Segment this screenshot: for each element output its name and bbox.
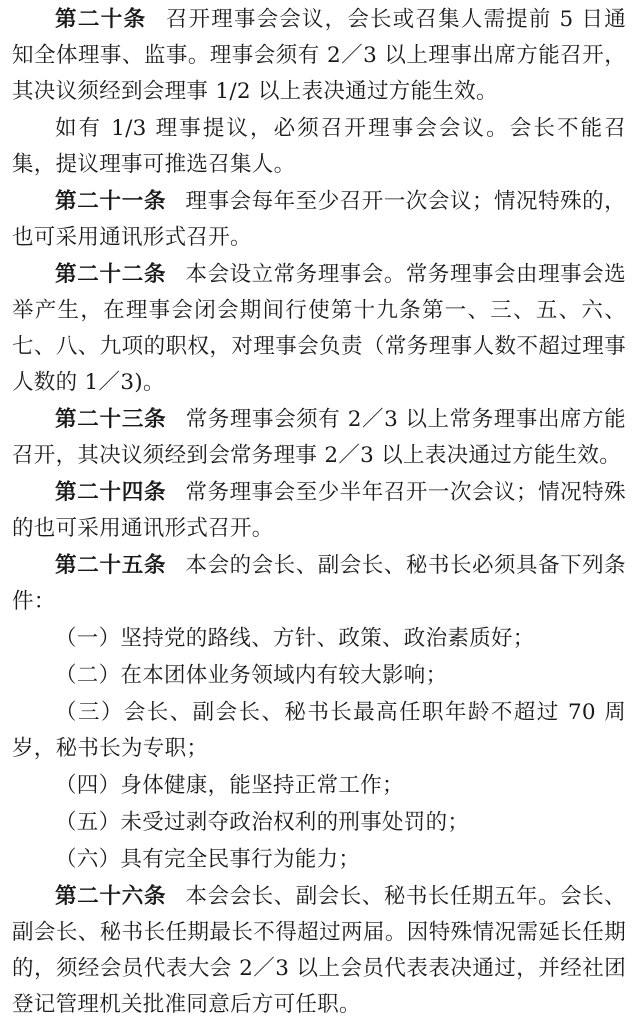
article-number: 第二十一条 <box>55 189 167 214</box>
article-number: 第二十四条 <box>55 480 167 505</box>
article-24 <box>12 475 626 547</box>
condition-item-3: （三）会长、副会长、秘书长最高任职年龄不超过 70 周岁，秘书长为专职； <box>12 700 626 761</box>
condition-item-2: （二）在本团体业务领域内有较大影响； <box>55 663 448 688</box>
article-number: 第二十条 <box>55 7 147 32</box>
article-20-paragraph-2 <box>12 111 626 183</box>
condition-item-1: （一）坚持党的路线、方针、政策、政治素质好； <box>55 626 535 651</box>
article-text: 如有 1/3 理事提议，必须召开理事会会议。会长不能召集，提议理事可推选召集人。 <box>12 116 626 177</box>
article-number: 第二十三条 <box>55 407 167 432</box>
article-text: 召开理事会会议，会长或召集人需提前 5 日通知全体理事、监事。理事会须有 2／3 以上理事出席方能召开，其决议须经到会理事 1/2 以上表决通过方能生效。 <box>12 7 626 104</box>
article-26 <box>12 879 626 1023</box>
condition-item-5: （五）未受过剥夺政治权利的刑事处罚的； <box>55 810 470 835</box>
article-21 <box>12 184 626 256</box>
condition-item-4: （四）身体健康，能坚持正常工作； <box>55 773 404 798</box>
article-text: 常务理事会至少半年召开一次会议；情况特殊的也可采用通讯形式召开。 <box>12 480 626 541</box>
condition-item-6: （六）具有完全民事行为能力； <box>55 847 361 872</box>
article-text: 本会设立常务理事会。常务理事会由理事会选举产生，在理事会闭会期间行使第十九条第一、三、五、六、七、八、九项的职权，对理事会负责（常务理事人数不超过理事人数的 1／3)。 <box>12 262 626 395</box>
article-text: 常务理事会须有 2／3 以上常务理事出席方能召开，其决议须经到会常务理事 2／3 以上表决通过方能生效。 <box>12 407 626 468</box>
article-number: 第二十六条 <box>55 884 167 909</box>
article-text: 理事会每年至少召开一次会议；情况特殊的，也可采用通讯形式召开。 <box>12 189 626 250</box>
article-text: 本会会长、副会长、秘书长任期五年。会长、副会长、秘书长任期最长不得超过两届。因特殊情况需延长任期的，须经会员代表大会 2／3 以上会员代表表决通过，并经社团登记管理机关批准同意后方可任职。 <box>12 884 626 1017</box>
document-page <box>12 2 626 1024</box>
article-number: 第二十二条 <box>55 262 167 287</box>
article-text: 本会的会长、副会长、秘书长必须具备下列条件： <box>12 553 626 614</box>
article-23 <box>12 402 626 474</box>
article-20-paragraph-1 <box>12 2 626 110</box>
article-25 <box>12 548 626 620</box>
article-number: 第二十五条 <box>55 553 167 578</box>
article-22 <box>12 257 626 401</box>
